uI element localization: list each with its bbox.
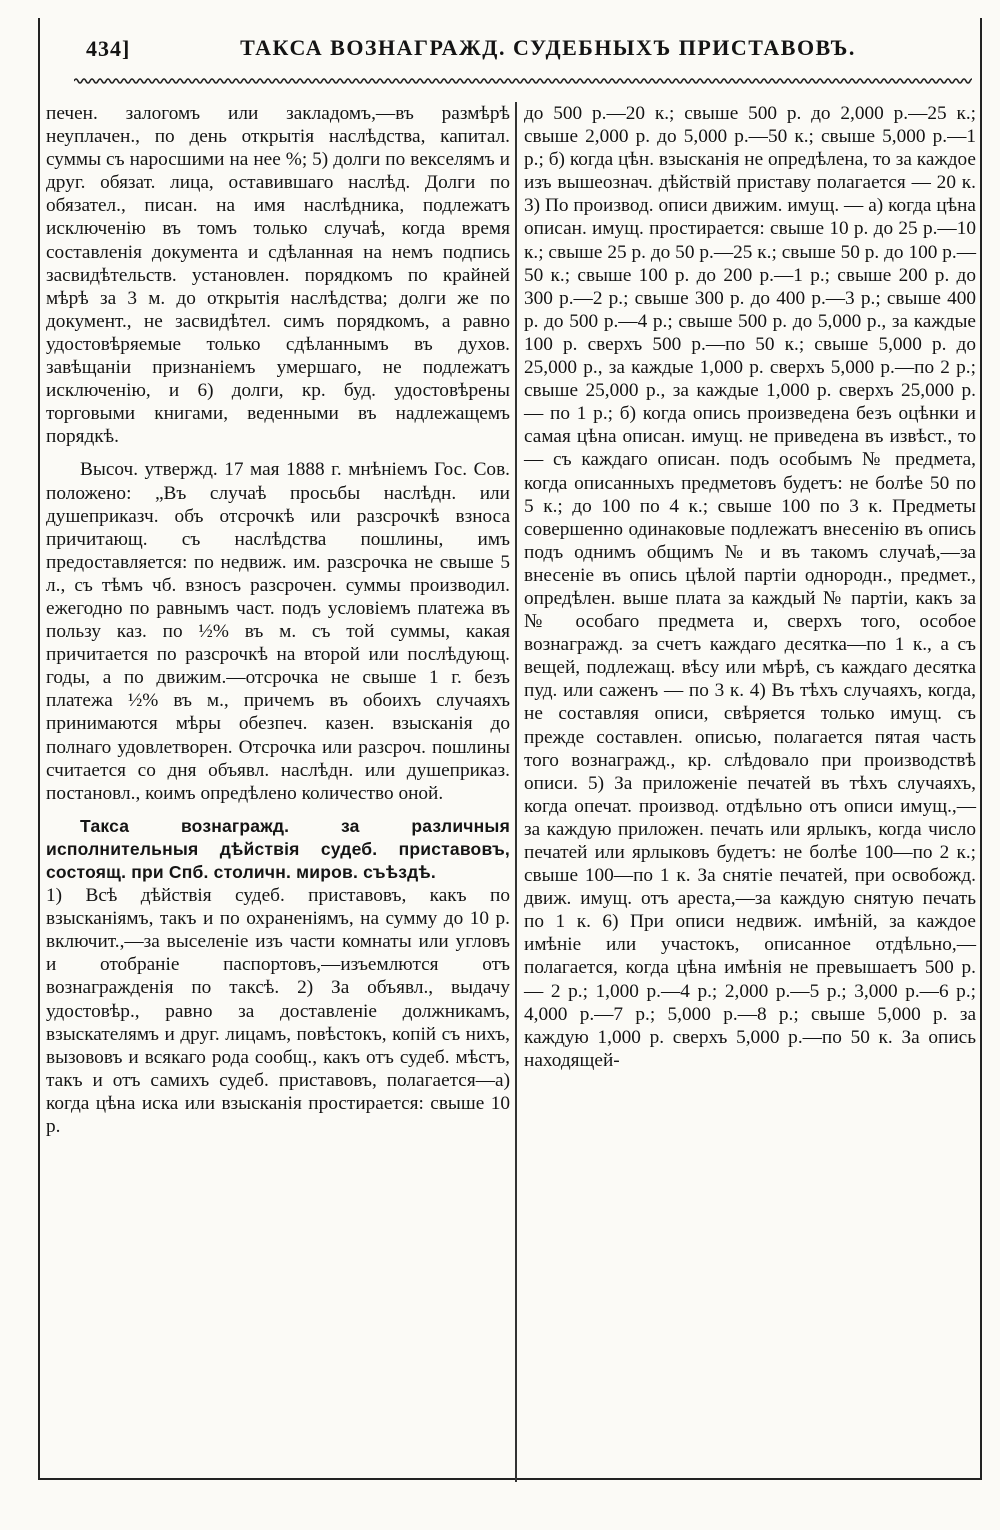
page-number: 434]	[86, 36, 131, 61]
book-page	[38, 18, 982, 1480]
page-header	[38, 18, 982, 82]
paragraph-decree-1888: Высоч. утвержд. 17 мая 1888 г. мнѣніемъ Гос. Сов. положено: „Въ случаѣ просьбы наслѣдн. или душеприказч. объ отсрочкѣ или разсрочкѣ взноса причитающ. съ наслѣдства пошлины, имъ предоставляется: по недвиж. им. разсрочка не свыше 5 л., съ тѣмъ чб. взносъ разсрочен. суммы производил. ежегодно по равнымъ част. подъ условіемъ платежа въ пользу каз. по ½% въ м. съ той суммы, какая причитается по разсрочкѣ на второй или послѣдующ. годы, а по движим.—отсрочка не свыше 1 г. безъ платежа ½% въ м., причемъ въ обоихъ случаяхъ принимаются мѣры обезпеч. казен. взысканія до полнаго удовлетворен. Отсрочка или разсроч. пошлины считается со дня объявл. наслѣдн. или душеприказ. постановл., коимъ опредѣлено количество оной.	[46, 459, 510, 804]
running-head: ТАКСА ВОЗНАГРАЖД. СУДЕБНЫХЪ ПРИСТАВОВЪ.	[240, 35, 856, 60]
page-border-left	[38, 18, 40, 1480]
section-heading: Такса вознагражд. за различныя исполнительныя дѣйствія судеб. приставовъ, состоящ. при Спб. столичн. миров. съѣздѣ.	[46, 815, 510, 882]
paragraph-tariff-continued: до 500 р.—20 к.; свыше 500 р. до 2,000 р.—25 к.; свыше 2,000 р. до 5,000 р.—50 к.; свыше 5,000 р.—1 р.; б) когда цѣн. взысканія не опредѣлена, то за каждое изъ вышеознач. дѣйствій приставу полагается — 20 к. 3) По производ. описи движим. имущ. — а) когда цѣна описан. имущ. простирается: свыше 10 р. до 25 р.—10 к.; свыше 25 р. до 50 р.—25 к.; свыше 50 р. до 100 р.—50 к.; свыше 100 р. до 200 р.—1 р.; свыше 200 р. до 300 р.—2 р.; свыше 300 р. до 400 р.—3 р.; свыше 400 р. до 500 р.—4 р.; свыше 500 р. до 5,000 р., за каждые 100 р. сверхъ 500 р.—по 50 к.; свыше 5,000 р. до 25,000 р., за каждые 1,000 р. сверхъ 5,000 р.—по 2 р.; свыше 25,000 р., за каждые 1,000 р. сверхъ 25,000 р. — по 1 р.; б) когда опись произведена безъ оцѣнки и самая цѣна описан. имущ. не приведена въ извѣст., то — съ каждаго описан. подъ особымъ № предмета, когда описанныхъ предметовъ будетъ: не болѣе 50 по 5 к.; до 100 по 4 к.; свыше 100 по 3 к. Предметы совершенно одинаковые подлежатъ внесенію въ опись подъ однимъ общимъ № и въ такомъ случаѣ,—за внесеніе въ опись цѣлой партіи однородн., предмет., опредѣлен. выше плата за каждый № партіи, какъ за № особаго предмета и, сверхъ того, особое вознагражд. за счетъ каждаго десятка—по 1 к., а съ вещей, подлежащ. вѣсу или мѣрѣ, съ каждаго десятка пуд. или саженъ — по 3 к. 4) Въ тѣхъ случаяхъ, когда, не составляя описи, свѣряется только имущ. съ прежде составлен. описью, полагается пятая часть того вознагражд., кр. слѣдовало при производствѣ описи. 5) За приложеніе печатей въ тѣхъ случаяхъ, когда опечат. производ. отдѣльно отъ описи имущ.,—за каждую приложен. печать или ярлыкъ, когда число печатей или ярлыковъ будетъ: не болѣе 100—по 2 к.; свыше 100—по 1 к. За снятіе печатей, при освобожд. движ. имущ. отъ ареста,—за каждую снятую печать по 1 к. 6) При описи недвиж. имѣній, за каждое имѣніе или участокъ, описанное отдѣльно,—полагается, когда цѣна имѣнія не превышаетъ 500 р. — 2 р.; 1,000 р.—4 р.; 2,000 р.—5 р.; 3,000 р.—6 р.; 4,000 р.—7 р.; 5,000 р.—8 р.; свыше 5,000 р. за каждую 1,000 р. сверхъ 5,000 р.—по 50 к. За опись находящей-	[524, 103, 976, 1071]
wavy-rule	[74, 76, 972, 86]
page-border-right	[980, 18, 982, 1480]
column-divider	[515, 102, 517, 1482]
paragraph-tariff-start: 1) Всѣ дѣйствія судеб. приставовъ, какъ по взысканіямъ, такъ и по охраненіямъ, на сумму до 10 р. включит.,—за выселеніе изъ части комнаты или угловъ и отобраніе паспортовъ,—изъемлются отъ вознагражденія по таксѣ. 2) За объявл., выдачу удостовѣр., равно за доставленіе должникамъ, взыскателямъ и друг. лицамъ, повѣстокъ, копій съ нихъ, вызововъ и всякаго рода сообщ., какъ отъ судеб. мѣстъ, такъ и отъ самихъ судеб. приставовъ, полагается—а) когда цѣна иска или взысканія простирается: свыше 10 р.	[46, 885, 510, 1138]
page-border-bottom	[38, 1478, 982, 1480]
left-column	[46, 102, 510, 1138]
right-column	[524, 102, 976, 1072]
paragraph-debts: печен. залогомъ или закладомъ,—въ размѣрѣ неуплачен., по день открытія наслѣдства, капитал. суммы съ наросшими на нее %; 5) долги по векселямъ и друг. обязат. лица, оставившаго наслѣд. Долги по обязател., писан. на имя наслѣдника, подлежатъ исключенію въ томъ только случаѣ, когда время составленія документа и сдѣланная на немъ подпись засвидѣтельств. установлен. порядкомъ по крайней мѣрѣ за 3 м. до открытія наслѣдства; долги же по документ., не засвидѣтел. симъ порядкомъ, а равно удостовѣряемые только сдѣланнымъ въ духов. завѣщаніи признаніемъ умершаго, не подлежатъ исключенію, и 6) долги, кр. буд. удостовѣрены торговыми книгами, веденными въ надлежащемъ порядкѣ.	[46, 103, 510, 448]
